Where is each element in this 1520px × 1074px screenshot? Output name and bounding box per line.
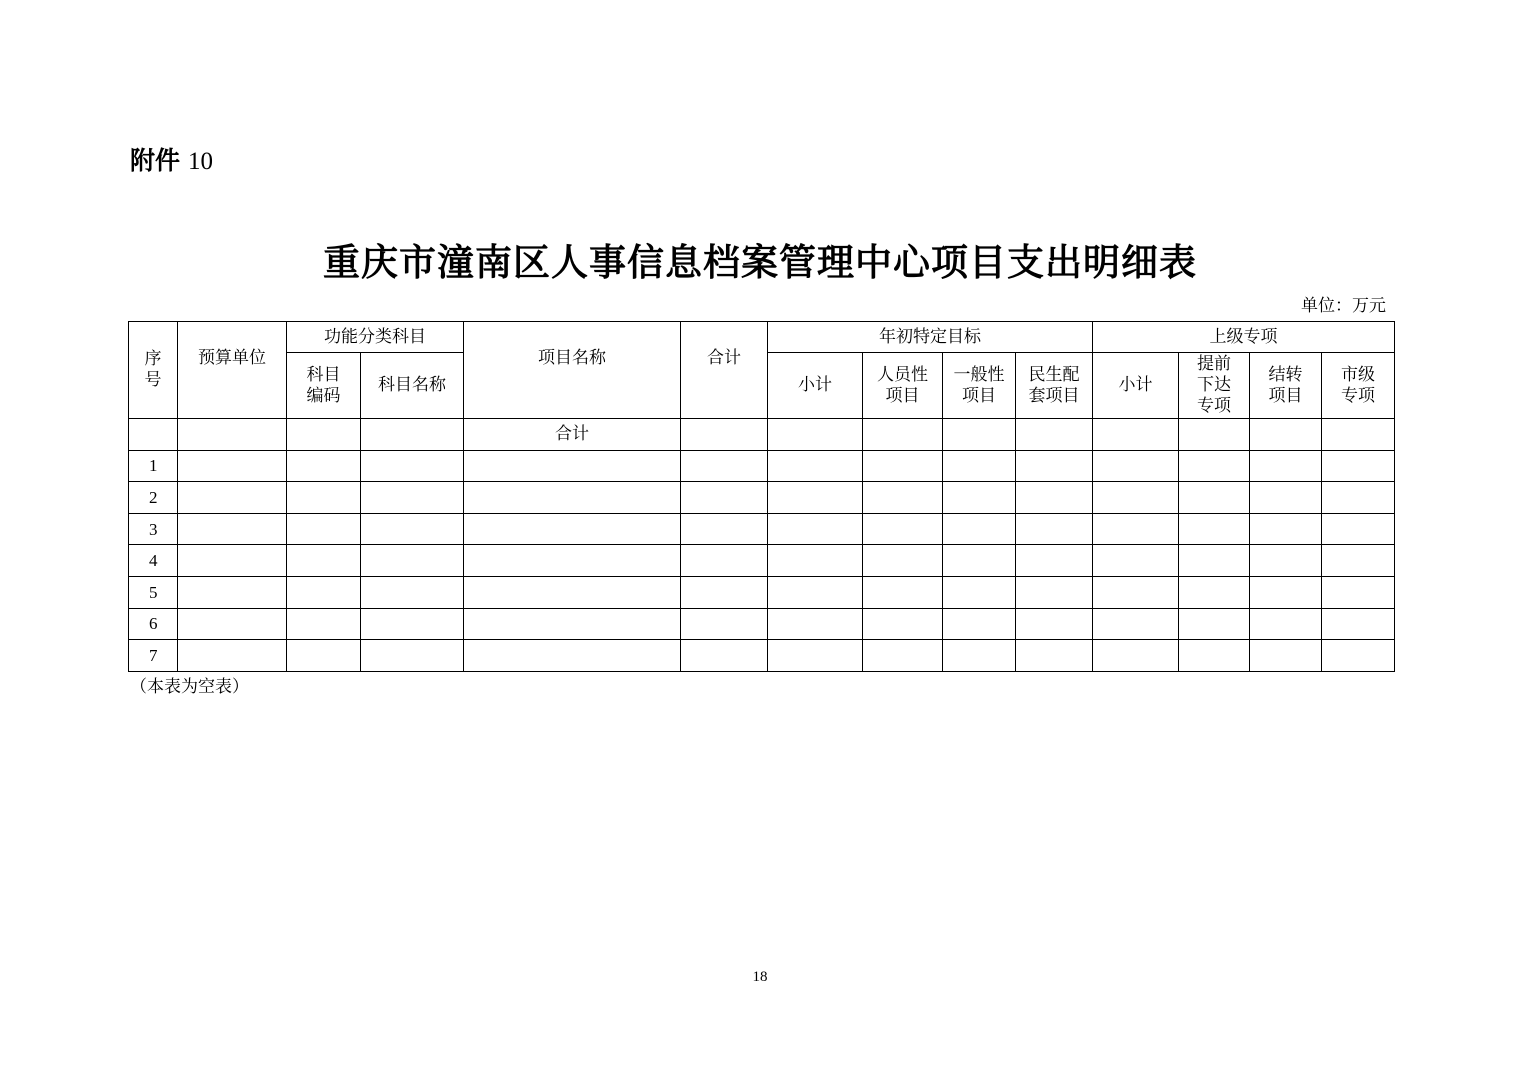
row-number: 6 xyxy=(129,608,178,640)
cell xyxy=(464,640,681,672)
cell xyxy=(1016,640,1093,672)
header-sp-subtotal: 小计 xyxy=(1093,353,1179,419)
cell xyxy=(464,513,681,545)
cell xyxy=(863,482,943,514)
cell xyxy=(768,450,863,482)
cell xyxy=(178,545,287,577)
cell xyxy=(1016,450,1093,482)
header-func-class: 功能分类科目 xyxy=(287,322,464,353)
attachment-text: 附件 xyxy=(130,146,181,175)
cell xyxy=(681,482,768,514)
header-seq: 序 号 xyxy=(129,322,178,419)
cell xyxy=(943,608,1016,640)
cell xyxy=(863,576,943,608)
cell xyxy=(1322,513,1395,545)
cell xyxy=(361,640,464,672)
cell xyxy=(464,576,681,608)
cell xyxy=(943,576,1016,608)
cell xyxy=(1322,482,1395,514)
cell xyxy=(1179,576,1250,608)
header-subject-name: 科目名称 xyxy=(361,353,464,419)
cell xyxy=(863,419,943,451)
cell xyxy=(1016,576,1093,608)
table-row xyxy=(129,513,1395,545)
cell xyxy=(1016,545,1093,577)
cell xyxy=(1250,513,1322,545)
cell xyxy=(768,513,863,545)
cell xyxy=(178,450,287,482)
table-row xyxy=(129,450,1395,482)
total-row-label: 合计 xyxy=(464,419,681,451)
table-row xyxy=(129,576,1395,608)
cell xyxy=(1250,545,1322,577)
cell xyxy=(681,513,768,545)
cell xyxy=(287,482,361,514)
cell xyxy=(287,608,361,640)
cell xyxy=(1093,576,1179,608)
cell xyxy=(943,545,1016,577)
cell xyxy=(863,513,943,545)
page-number: 18 xyxy=(752,969,768,985)
cell xyxy=(178,608,287,640)
cell xyxy=(1250,419,1322,451)
cell xyxy=(943,482,1016,514)
cell xyxy=(1093,545,1179,577)
cell xyxy=(361,450,464,482)
cell xyxy=(1250,640,1322,672)
cell xyxy=(1179,513,1250,545)
attachment-label xyxy=(130,144,213,179)
header-budget-unit: 预算单位 xyxy=(178,322,287,419)
cell xyxy=(863,545,943,577)
cell xyxy=(361,608,464,640)
cell xyxy=(1322,419,1395,451)
cell xyxy=(1093,450,1179,482)
header-subject-code: 科目 编码 xyxy=(287,353,361,419)
cell xyxy=(768,482,863,514)
cell xyxy=(943,419,1016,451)
cell xyxy=(1179,450,1250,482)
cell xyxy=(1322,545,1395,577)
header-at-livelihood: 民生配 套项目 xyxy=(1016,353,1093,419)
cell xyxy=(1016,608,1093,640)
cell xyxy=(1016,482,1093,514)
cell xyxy=(1322,640,1395,672)
row-number: 7 xyxy=(129,640,178,672)
header-row-1 xyxy=(129,322,1395,353)
cell xyxy=(1016,419,1093,451)
cell xyxy=(464,450,681,482)
header-superior: 上级专项 xyxy=(1093,322,1395,353)
row-number: 4 xyxy=(129,545,178,577)
unit-label: 单位：万元 xyxy=(1301,296,1386,316)
cell xyxy=(1179,482,1250,514)
cell xyxy=(943,513,1016,545)
row-number: 2 xyxy=(129,482,178,514)
cell xyxy=(287,640,361,672)
row-number: 3 xyxy=(129,513,178,545)
header-at-personnel: 人员性 项目 xyxy=(863,353,943,419)
cell xyxy=(361,419,464,451)
cell xyxy=(287,450,361,482)
cell xyxy=(768,419,863,451)
cell xyxy=(1179,419,1250,451)
table-row xyxy=(129,608,1395,640)
cell xyxy=(863,640,943,672)
expenditure-table xyxy=(128,321,1395,672)
header-project-name: 项目名称 xyxy=(464,322,681,419)
cell xyxy=(681,419,768,451)
cell xyxy=(768,608,863,640)
cell xyxy=(863,450,943,482)
document-title: 重庆市潼南区人事信息档案管理中心项目支出明细表 xyxy=(323,241,1197,284)
cell xyxy=(1179,545,1250,577)
row-number: 5 xyxy=(129,576,178,608)
cell xyxy=(1093,640,1179,672)
cell xyxy=(178,419,287,451)
cell xyxy=(287,513,361,545)
cell xyxy=(1179,640,1250,672)
cell xyxy=(1093,513,1179,545)
header-sp-city: 市级 专项 xyxy=(1322,353,1395,419)
cell xyxy=(1250,482,1322,514)
cell xyxy=(1322,450,1395,482)
table-row xyxy=(129,640,1395,672)
cell xyxy=(681,576,768,608)
cell xyxy=(943,640,1016,672)
cell xyxy=(361,545,464,577)
cell xyxy=(681,450,768,482)
attachment-number: 10 xyxy=(188,148,214,175)
cell xyxy=(1093,608,1179,640)
cell xyxy=(178,576,287,608)
cell xyxy=(464,608,681,640)
header-total: 合计 xyxy=(681,322,768,419)
total-row xyxy=(129,419,1395,451)
table-row xyxy=(129,545,1395,577)
cell xyxy=(768,576,863,608)
cell xyxy=(464,482,681,514)
header-at-general: 一般性 项目 xyxy=(943,353,1016,419)
cell xyxy=(681,640,768,672)
table-row xyxy=(129,482,1395,514)
cell xyxy=(1322,608,1395,640)
row-number: 1 xyxy=(129,450,178,482)
cell xyxy=(1016,513,1093,545)
cell xyxy=(178,482,287,514)
header-annual-target: 年初特定目标 xyxy=(768,322,1093,353)
cell xyxy=(1250,576,1322,608)
cell xyxy=(178,640,287,672)
cell xyxy=(464,545,681,577)
cell xyxy=(1250,608,1322,640)
cell xyxy=(1093,419,1179,451)
header-sp-advance: 提前 下达 专项 xyxy=(1179,353,1250,419)
cell xyxy=(681,608,768,640)
cell xyxy=(178,513,287,545)
cell xyxy=(943,450,1016,482)
cell xyxy=(287,419,361,451)
cell xyxy=(287,545,361,577)
cell xyxy=(768,545,863,577)
cell xyxy=(129,419,178,451)
cell xyxy=(768,640,863,672)
cell xyxy=(681,545,768,577)
cell xyxy=(287,576,361,608)
table-note: （本表为空表） xyxy=(130,677,249,697)
cell xyxy=(1322,576,1395,608)
cell xyxy=(1179,608,1250,640)
cell xyxy=(1093,482,1179,514)
cell xyxy=(863,608,943,640)
cell xyxy=(361,482,464,514)
data-rows xyxy=(129,450,1395,671)
header-at-subtotal: 小计 xyxy=(768,353,863,419)
header-sp-carryover: 结转 项目 xyxy=(1250,353,1322,419)
cell xyxy=(361,576,464,608)
cell xyxy=(1250,450,1322,482)
cell xyxy=(361,513,464,545)
